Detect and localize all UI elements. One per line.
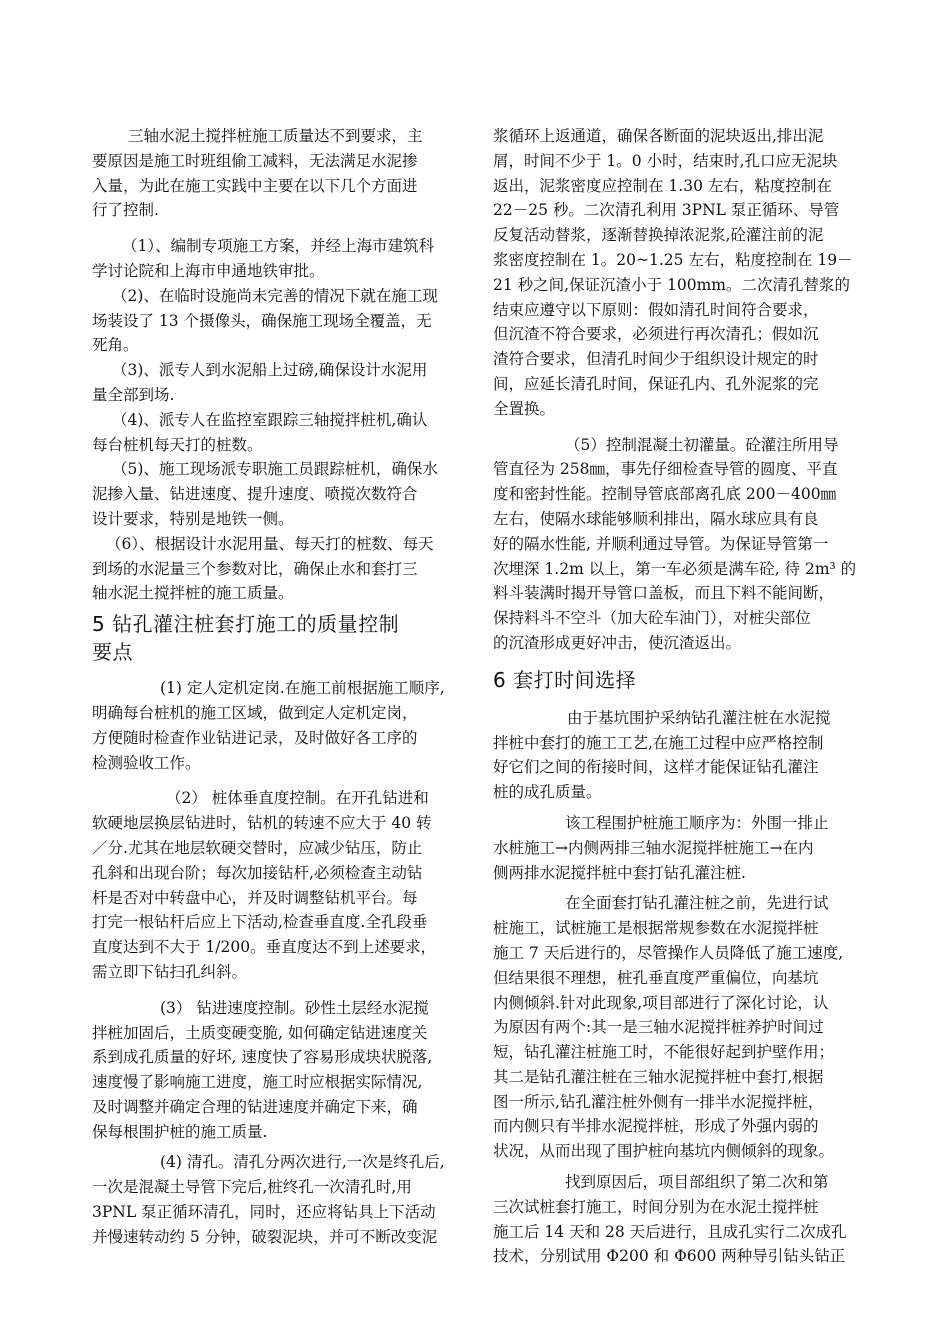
- text-line: 三次试桩套打施工，时间分别为在水泥土搅拌桩: [493, 1197, 819, 1216]
- section-6-paragraph-1: [493, 706, 868, 805]
- text-line: 入量，为此在施工实践中主要在以下几个方面进: [92, 176, 418, 195]
- text-line: 为原因有两个:其一是三轴水泥搅拌桩养护时间过: [493, 1018, 824, 1037]
- section-6-heading: 6 套打时间选择: [493, 667, 637, 692]
- text-line: （2)、在临时设施尚未完善的情况下就在施工现: [112, 286, 438, 305]
- text-line: 要原因是施工时班组偷工减料，无法满足水泥掺: [92, 151, 418, 170]
- section-5-paragraph-3: [92, 996, 472, 1145]
- text-line: (3） 钻进速度控制。砂性土层经水泥搅: [160, 998, 429, 1017]
- section-6-paragraph-3: [493, 891, 868, 1164]
- text-line: 渣符合要求，但清孔时间少于组织设计规定的时: [493, 350, 819, 369]
- text-line: 该工程围护桩施工顺序为：外围一排止: [565, 813, 829, 832]
- text-line: 结束应遵守以下原则：假如清孔时间符合要求，: [493, 300, 819, 319]
- text-line: 三轴水泥土搅拌桩施工质量达不到要求，主: [128, 127, 423, 145]
- text-line: (1) 定人定机定岗.在施工前根据施工顺序,: [160, 679, 445, 698]
- text-line: 需立即下钻扫孔纠斜。: [92, 962, 248, 981]
- text-line: 次埋深 1.2m 以上，第一车必须是满车砼, 待 2m³ 的: [493, 559, 857, 578]
- heading-line: 要点: [92, 640, 133, 665]
- text-line: 死角。: [92, 336, 139, 355]
- text-line: 保持料斗不空斗（加大砼车油门），对桩尖部位: [493, 609, 811, 628]
- section-5-paragraph-4: [92, 1150, 472, 1249]
- heading-line: 5 钻孔灌注桩套打施工的质量控制: [92, 612, 400, 637]
- text-line: 但结果很不理想，桩孔垂直度严重偏位，向基坑: [493, 968, 819, 987]
- text-line: 间，应延长清孔时间，保证孔内、孔外泥浆的完: [493, 374, 819, 393]
- text-line: 明确每台桩机的施工区域，做到定人定机定岗，: [92, 703, 418, 722]
- text-line: 在全面套打钻孔灌注桩之前，先进行试: [565, 894, 829, 913]
- text-line: 技术，分别试用 Φ200 和 Φ600 两种导引钻头钻正: [493, 1247, 846, 1266]
- text-line: 施工 7 天后进行的，尽管操作人员降低了施工速度,: [493, 943, 844, 962]
- text-line: 浆密度控制在 1。20~1.25 左右，粘度控制在 19－: [493, 250, 853, 269]
- item-5-concrete-initial-pour: [493, 433, 868, 656]
- intro-paragraph: [92, 124, 472, 223]
- text-line: 其二是钻孔灌注桩在三轴水泥搅拌桩中套打,根据: [493, 1067, 824, 1086]
- section-5-heading: [92, 610, 472, 666]
- text-line: 检测验收工作。: [92, 753, 201, 772]
- text-line: 方便随时检查作业钻进记录，及时做好各工序的: [92, 728, 418, 747]
- text-line: 但沉渣不符合要求，必须进行再次清孔；假如沉: [493, 325, 819, 344]
- measure-item-2: [92, 284, 472, 358]
- text-line: （3)、派专人到水泥船上过磅,确保设计水泥用: [112, 361, 428, 380]
- text-line: ／分.尤其在地层软硬交替时，应减少钻压，防止: [92, 838, 423, 857]
- text-line: (4) 清孔。清孔分两次进行,一次是终孔后,: [160, 1153, 445, 1172]
- text-line: 而内侧只有半排水泥搅拌桩，形成了外强内弱的: [493, 1117, 819, 1136]
- text-line: 泥掺入量、钻进速度、提升速度、喷搅次数符合: [92, 485, 418, 504]
- text-line: 返出，泥浆密度应控制在 1.30 左右，粘度控制在: [493, 176, 832, 195]
- left-column: [92, 124, 472, 1250]
- section-5-paragraph-2: [92, 786, 472, 984]
- text-line: 水桩施工→内侧两排三轴水泥搅拌桩施工→在内: [493, 838, 814, 857]
- text-line: 一次是混凝土导管下完后,桩终孔一次清孔时,用: [92, 1178, 412, 1197]
- text-line: 到场的水泥量三个参数对比，确保止水和套打三: [92, 559, 418, 578]
- text-line: 拌桩加固后，土质变硬变脆, 如何确定钻进速度关: [92, 1023, 428, 1042]
- measure-item-3: [92, 358, 472, 408]
- text-line: 3PNL 泵正循环清孔，同时，还应将钻具上下活动: [92, 1203, 436, 1222]
- text-line: 好的隔水性能, 并顺利通过导管。为保证导管第一: [493, 534, 829, 553]
- text-line: 量全部到场.: [92, 385, 175, 404]
- text-line: 反复活动替浆，逐渐替换掉浓泥浆,砼灌注前的泥: [493, 226, 824, 245]
- text-line: 图一所示,钻孔灌注桩外侧有一排半水泥搅拌桩，: [493, 1092, 824, 1111]
- measure-item-6: [92, 532, 472, 606]
- text-line: 全置换。: [493, 399, 556, 418]
- text-line: 左右，使隔水球能够顺利排出，隔水球应具有良: [493, 509, 819, 528]
- text-line: 每台桩机每天打的桩数。: [92, 435, 263, 454]
- text-line: 料斗装满时揭开导管口盖板，而且下料不能间断，: [493, 584, 835, 603]
- text-line: 并慢速转动约 5 分钟，破裂泥块，并可不断改变泥: [92, 1227, 438, 1246]
- text-line: 拌桩中套打的施工工艺,在施工过程中应严格控制: [493, 733, 824, 752]
- measure-item-4: [92, 408, 472, 458]
- text-line: 内侧倾斜.针对此现象,项目部进行了深化讨论，认: [493, 993, 829, 1012]
- text-line: 轴水泥土搅拌桩的施工质量。: [92, 584, 294, 603]
- text-line: （5）控制混凝土初灌量。砼灌注所用导: [565, 435, 839, 454]
- text-line: 22－25 秒。二次清孔利用 3PNL 泵正循环、导管: [493, 201, 840, 220]
- text-line: 行了控制.: [92, 201, 159, 220]
- text-line: 21 秒之间,保证沉渣小于 100mm。二次清孔替浆的: [493, 275, 850, 294]
- section-6-paragraph-2: [493, 811, 868, 885]
- text-line: （5)、施工现场派专职施工员跟踪桩机，确保水: [112, 460, 438, 479]
- text-line: 速度慢了影响施工进度，施工时应根据实际情况,: [92, 1073, 423, 1092]
- text-line: 浆循环上返通道，确保各断面的泥块返出,排出泥: [493, 127, 824, 145]
- text-line: 桩的成孔质量。: [493, 783, 602, 802]
- text-line: 短，钻孔灌注桩施工时，不能很好起到护壁作用；: [493, 1043, 835, 1062]
- text-line: 孔斜和出现台阶；每次加接钻杆,必须检查主动钻: [92, 863, 423, 882]
- text-line: （1）、编制专项施工方案，并经上海市建筑科: [122, 237, 435, 256]
- text-line: 保每根围护桩的施工质量.: [92, 1122, 268, 1141]
- text-line: 打完一根钻杆后应上下活动,检查垂直度.全孔段垂: [92, 913, 428, 932]
- text-line: 度和密封性能。控制导管底部离孔底 200－400㎜: [493, 485, 837, 504]
- text-line: 由于基坑围护采纳钻孔灌注桩在水泥搅: [567, 708, 831, 727]
- text-line: 场装设了 13 个摄像头，确保施工现场全覆盖，无: [92, 311, 432, 330]
- text-line: 桩施工，试桩施工是根据常规参数在水泥搅拌桩: [493, 919, 819, 938]
- text-line: 杆是否对中转盘中心，并及时调整钻机平台。每: [92, 888, 418, 907]
- text-line: 系到成孔质量的好坏, 速度快了容易形成块状脱落,: [92, 1048, 433, 1067]
- text-line: 的沉渣形成更好冲击，使沉渣返出。: [493, 633, 742, 652]
- text-line: 侧两排水泥搅拌桩中套打钻孔灌注桩.: [493, 863, 746, 882]
- text-line: 设计要求，特别是地铁一侧。: [92, 509, 294, 528]
- text-line: （2） 桩体垂直度控制。在开孔钻进和: [166, 789, 429, 808]
- text-line: （6）、根据设计水泥用量、每天打的桩数、每天: [106, 534, 434, 553]
- section-5-paragraph-1: [92, 676, 472, 775]
- right-column: [493, 124, 868, 1269]
- text-line: 找到原因后，项目部组织了第二次和第: [565, 1173, 829, 1192]
- text-line: （4)、派专人在监控室跟踪三轴搅拌桩机,确认: [112, 410, 428, 429]
- measure-item-1: [92, 234, 472, 284]
- text-line: 直度达到不大于 1/200。垂直度达不到上述要求，: [92, 938, 437, 957]
- text-line: 好它们之间的衔接时间，这样才能保证钻孔灌注: [493, 758, 819, 777]
- text-line: 及时调整并确定合理的钻进速度并确定下来，确: [92, 1097, 418, 1116]
- text-line: 学讨论院和上海市申通地铁审批。: [92, 261, 325, 280]
- cleaning-continuation: [493, 124, 868, 422]
- text-line: 施工后 14 天和 28 天后进行，且成孔实行二次成孔: [493, 1222, 847, 1241]
- text-line: 软硬地层换层钻进时，钻机的转速不应大于 40 转: [92, 814, 432, 833]
- text-line: 屑，时间不少于 1。0 小时，结束时,孔口应无泥块: [493, 151, 838, 170]
- measure-item-5: [92, 457, 472, 531]
- text-line: 管直径为 258㎜，事先仔细检查导管的圆度、平直: [493, 460, 838, 479]
- section-6-paragraph-4: [493, 1170, 868, 1269]
- text-line: 状况，从而出现了围护桩向基坑内侧倾斜的现象。: [493, 1142, 835, 1161]
